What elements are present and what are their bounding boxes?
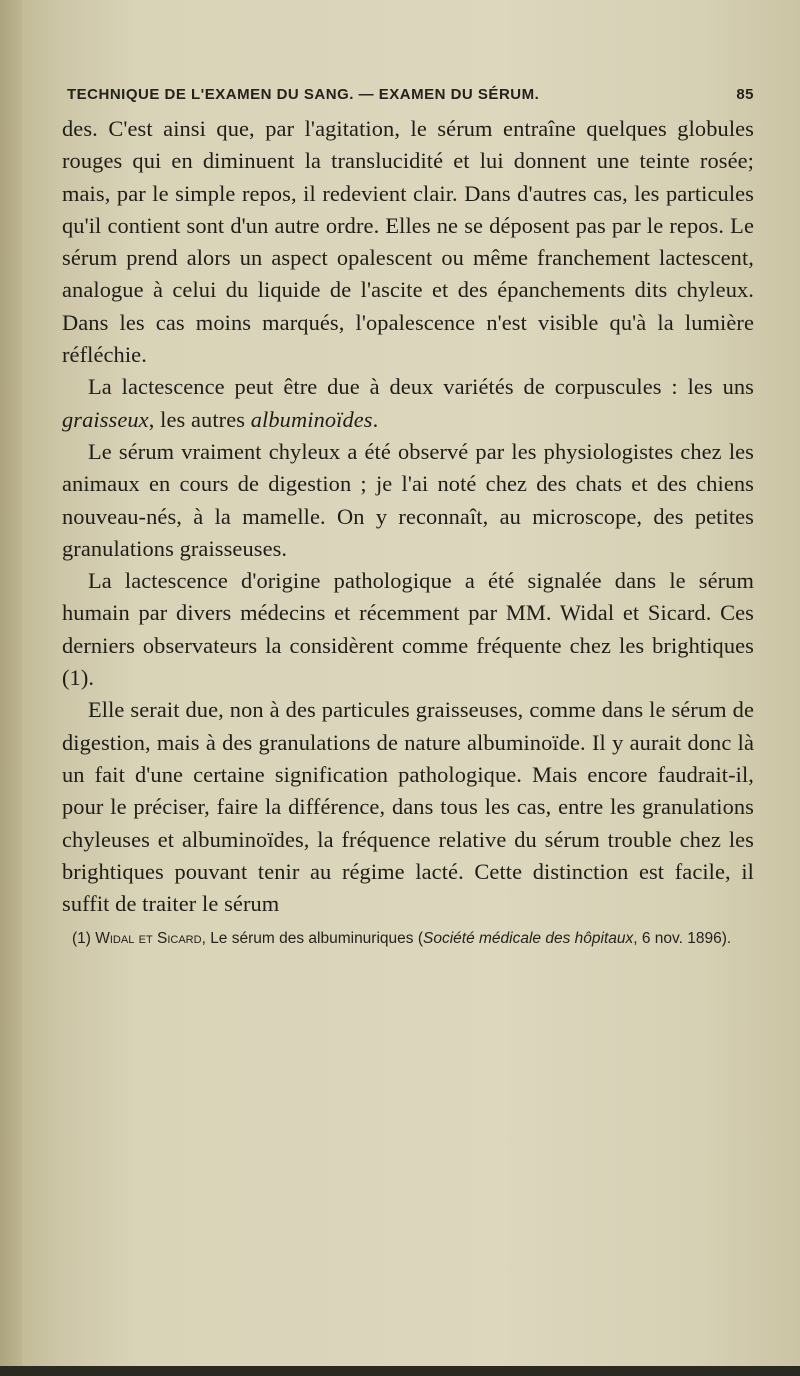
paragraph — [62, 371, 754, 436]
text-run: La lactescence peut être due à deux variétés de corpuscules : les uns — [88, 374, 754, 400]
footnote — [62, 928, 754, 949]
footnote-date: , 6 nov. 1896). — [633, 930, 732, 948]
bottom-edge — [0, 1366, 800, 1376]
book-page — [62, 86, 754, 949]
paragraph: Elle serait due, non à des particules graisseuses, comme dans le sérum de digestion, mais à des granulations de nature albuminoïde. Il y aurait donc là un fait d'une certaine signification pathologique. Mais encore faudrait-il, pour le préciser, faire la différence, dans tous les cas, entre les granulations chyleuses et albuminoïdes, la fréquence relative du sérum trouble chez les brightiques pouvant tenir au régime lacté. Cette distinction est facile, il suffit de traiter le sérum — [62, 697, 754, 917]
page-number: 85 — [736, 86, 754, 103]
footnote-authors: Widal et Sicard — [95, 930, 202, 948]
footnote-marker: (1) — [72, 930, 96, 948]
italic-term: albuminoïdes — [250, 406, 373, 432]
page-gutter-shadow — [0, 0, 22, 1376]
running-title: TECHNIQUE DE L'EXAMEN DU SANG. — EXAMEN DU SÉRUM. — [67, 86, 540, 103]
paragraph: Le sérum vraiment chyleux a été observé par les physiologistes chez les animaux en cours de digestion ; je l'ai noté chez des chats et des chiens nouveau-nés, à la mamelle. On y reconnaît, au microscope, des petites granulations graisseuses. — [62, 438, 754, 561]
body-text — [62, 113, 754, 920]
paragraph: La lactescence d'origine pathologique a été signalée dans le sérum humain par divers médecins et récemment par MM. Widal et Sicard. Ces derniers observateurs la considèrent comme fréquente chez les brightiques (1). — [62, 568, 754, 691]
footnote-text: , Le sérum des albuminuriques ( — [201, 930, 423, 948]
running-header — [62, 86, 754, 103]
footnote-journal: Société médicale des hôpitaux — [423, 930, 634, 948]
text-run: . — [372, 406, 379, 432]
italic-term: graisseux — [62, 406, 149, 432]
paragraph: des. C'est ainsi que, par l'agitation, le sérum entraîne quelques globules rouges qui en diminuent la translucidité et lui donnent une teinte rosée; mais, par le simple repos, il redevient clair. Dans d'autres cas, les particules qu'il contient sont d'un autre ordre. Elles ne se déposent pas par le repos. Le sérum prend alors un aspect opalescent ou même franchement lactescent, analogue à celui du liquide de l'ascite et des épanchements dits chyleux. Dans les cas moins marqués, l'opalescence n'est visible qu'à la lumière réfléchie. — [62, 116, 754, 368]
text-run: , les autres — [148, 406, 251, 432]
